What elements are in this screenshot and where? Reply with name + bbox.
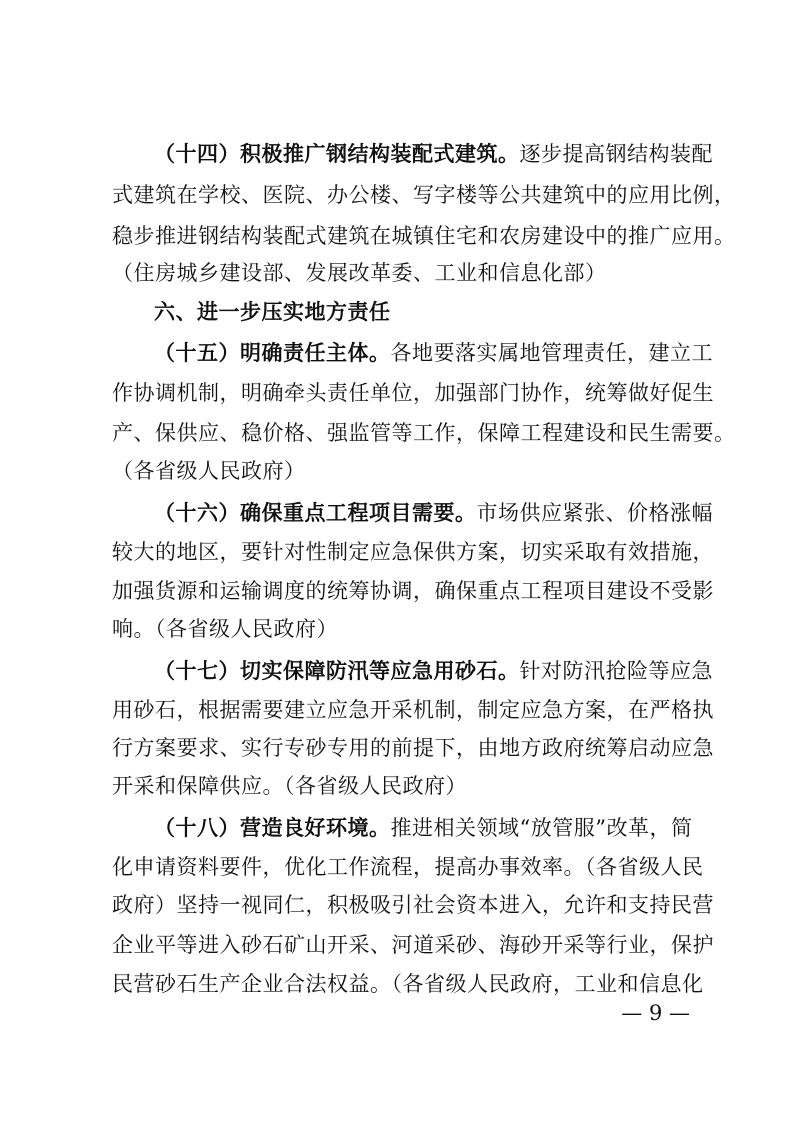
paragraph-14-line-4: （住房城乡建设部、发展改革委、工业和信息化部）: [112, 261, 607, 285]
paragraph-18-line-4: 企业平等进入砂石矿山开采、河道采砂、海砂开采等行业，保护: [112, 933, 714, 957]
paragraph-16-line-2: 较大的地区，要针对性制定应急保供方案，切实采取有效措施，: [112, 540, 714, 564]
paragraph-15-title: （十五）明确责任主体。: [154, 341, 391, 365]
paragraph-14-line-1: [154, 134, 713, 174]
paragraph-14-text: 逐步提高钢结构装配: [519, 142, 713, 166]
paragraph-18-line-5: 民营砂石生产企业合法权益。（各省级人民政府，工业和信息化: [112, 972, 704, 996]
paragraph-17-line-2: 用砂石，根据需要建立应急开采机制，制定应急方案，在严格执: [112, 698, 714, 722]
paragraph-15-line-4: （各省级人民政府）: [112, 459, 306, 483]
paragraph-17-line-1: [154, 651, 713, 691]
paragraph-18-line-1: [154, 808, 692, 848]
paragraph-16-line-3: 加强货源和运输调度的统筹协调，确保重点工程项目建设不受影: [112, 579, 714, 603]
section-heading: 六、进一步压实地方责任: [154, 300, 391, 324]
paragraph-14-line-2: 式建筑在学校、医院、办公楼、写字楼等公共建筑中的应用比例，: [112, 183, 736, 207]
paragraph-15-line-1: [154, 333, 713, 373]
paragraph-16-line-1: [154, 493, 713, 533]
paragraph-15-text: 各地要落实属地管理责任，建立工: [390, 341, 713, 365]
paragraph-15-line-2: 作协调机制，明确牵头责任单位，加强部门协作，统筹做好促生: [112, 381, 714, 405]
paragraph-17-text: 针对防汛抢险等应急: [519, 659, 713, 683]
paragraph-17-line-3: 行方案要求、实行专砂专用的前提下，由地方政府统筹启动应急: [112, 736, 714, 760]
paragraph-18-text: 推进相关领域“放管服”改革，简: [390, 816, 693, 840]
paragraph-18-line-3: 政府）坚持一视同仁，积极吸引社会资本进入，允许和支持民营: [112, 893, 714, 917]
paragraph-16-title: （十六）确保重点工程项目需要。: [154, 501, 477, 525]
paragraph-14-title: （十四）积极推广钢结构装配式建筑。: [154, 142, 520, 166]
page-number: — 9 —: [621, 1001, 690, 1025]
paragraph-17-line-4: 开采和保障供应。（各省级人民政府）: [112, 774, 467, 798]
paragraph-17-title: （十七）切实保障防汛等应急用砂石。: [154, 659, 520, 683]
paragraph-18-line-2: 化申请资料要件，优化工作流程，提高办事效率。（各省级人民: [112, 855, 704, 879]
paragraph-18-title: （十八）营造良好环境。: [154, 816, 391, 840]
paragraph-16-line-4: 响。（各省级人民政府）: [112, 617, 338, 641]
paragraph-16-text: 市场供应紧张、价格涨幅: [476, 501, 713, 525]
paragraph-14-line-3: 稳步推进钢结构装配式建筑在城镇住宅和农房建设中的推广应用。: [112, 224, 736, 248]
paragraph-15-line-3: 产、保供应、稳价格、强监管等工作，保障工程建设和民生需要。: [112, 421, 736, 445]
